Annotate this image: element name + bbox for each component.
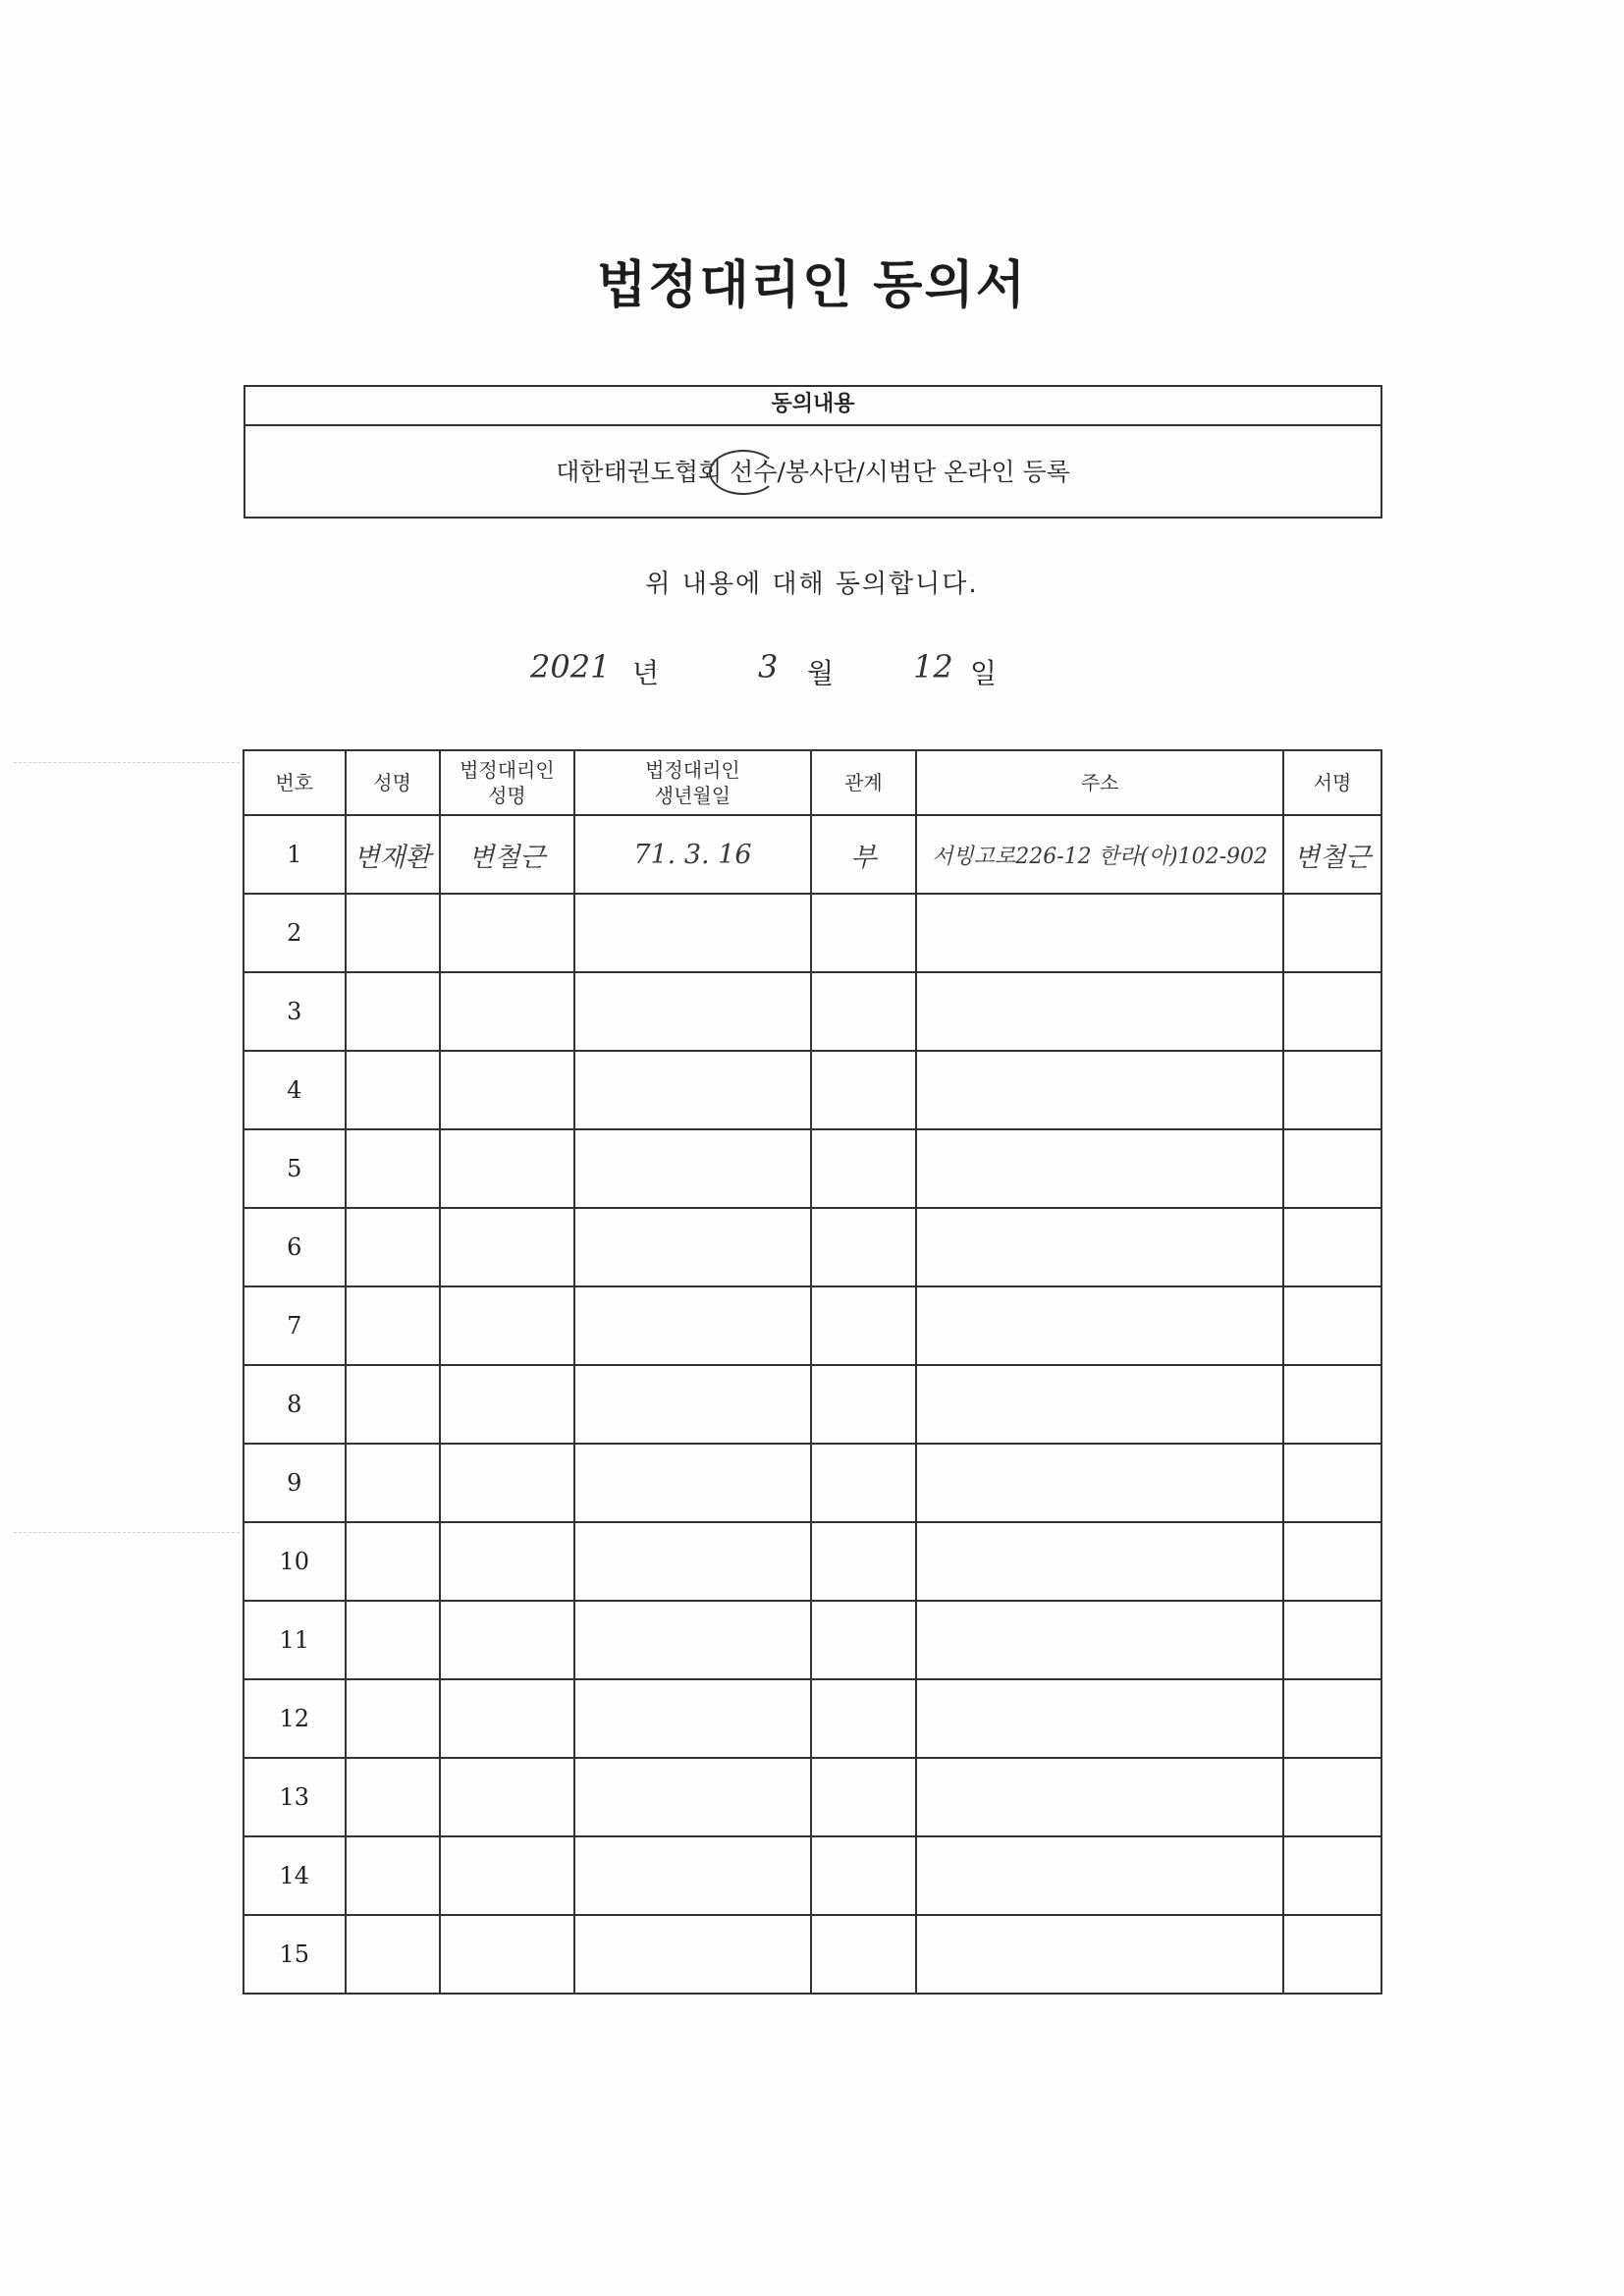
column-header-no: 번호	[244, 750, 346, 815]
address-cell	[916, 1915, 1283, 1994]
guardian-relation-cell	[811, 1522, 917, 1601]
guardian-signature-cell	[1283, 1051, 1381, 1129]
table-row	[244, 1758, 1381, 1836]
row-number-cell: 6	[244, 1208, 346, 1286]
consent-body-text: 대한태권도협회 선수/봉사단/시범단 온라인 등록	[556, 458, 1070, 486]
guardian-name-cell	[440, 1601, 575, 1679]
date-day-unit: 일	[970, 657, 998, 689]
table-row	[244, 894, 1381, 972]
column-header-guardian-birth: 법정대리인 생년월일	[574, 750, 810, 815]
date-month-unit: 월	[807, 657, 835, 689]
table-row	[244, 1444, 1381, 1522]
date-year-handwritten: 2021	[530, 648, 611, 685]
row-number-cell: 1	[244, 815, 346, 894]
row-number-cell: 12	[244, 1679, 346, 1758]
guardian-signature-cell	[1283, 1286, 1381, 1365]
guardian-relation-cell	[811, 1286, 917, 1365]
table-row	[244, 1915, 1381, 1994]
guardian-name-cell	[440, 1286, 575, 1365]
row-number-cell: 7	[244, 1286, 346, 1365]
column-header-relation: 관계	[811, 750, 917, 815]
guardian-birthdate-cell	[574, 1758, 810, 1836]
row-number-cell: 5	[244, 1129, 346, 1208]
address-cell	[916, 1286, 1283, 1365]
student-name-cell	[346, 972, 440, 1051]
table-row	[244, 1601, 1381, 1679]
address-cell	[916, 1758, 1283, 1836]
table-row	[244, 815, 1381, 894]
guardian-signature-cell	[1283, 972, 1381, 1051]
row-number-cell: 10	[244, 1522, 346, 1601]
student-name-cell	[346, 1522, 440, 1601]
guardian-signature-cell	[1283, 1679, 1381, 1758]
table-row	[244, 1286, 1381, 1365]
student-name-cell	[346, 1208, 440, 1286]
consent-header: 동의내용	[245, 387, 1380, 426]
guardian-relation-cell	[811, 1444, 917, 1522]
guardian-birthdate-cell	[574, 1051, 810, 1129]
guardian-birthdate-cell	[574, 894, 810, 972]
consent-content-box	[244, 385, 1382, 519]
guardian-relation-cell	[811, 1208, 917, 1286]
guardian-relation-cell	[811, 1129, 917, 1208]
table-row	[244, 1365, 1381, 1444]
student-name-cell	[346, 1444, 440, 1522]
address-cell	[916, 1601, 1283, 1679]
consent-body	[245, 426, 1380, 519]
table-row	[244, 972, 1381, 1051]
guardian-birthdate-cell	[574, 972, 810, 1051]
address-cell	[916, 1444, 1283, 1522]
student-name-cell	[346, 1758, 440, 1836]
student-name-cell	[346, 1051, 440, 1129]
address-cell	[916, 1679, 1283, 1758]
row-number-cell: 13	[244, 1758, 346, 1836]
guardian-signature-cell	[1283, 1758, 1381, 1836]
hand-drawn-circle-mark	[709, 450, 778, 495]
guardian-birthdate-cell	[574, 1208, 810, 1286]
row-number-cell: 11	[244, 1601, 346, 1679]
guardian-birthdate-cell	[574, 1679, 810, 1758]
guardian-relation-cell	[811, 1836, 917, 1915]
row-number-cell: 2	[244, 894, 346, 972]
guardian-birthdate-cell	[574, 1601, 810, 1679]
guardian-name-cell	[440, 1522, 575, 1601]
guardian-birthdate-cell	[574, 1365, 810, 1444]
guardian-relation-cell	[811, 1915, 917, 1994]
guardian-relation-cell	[811, 1601, 917, 1679]
guardian-relation-cell: 부	[811, 815, 917, 894]
guardian-name-cell	[440, 972, 575, 1051]
guardian-birthdate-cell	[574, 1286, 810, 1365]
row-number-cell: 3	[244, 972, 346, 1051]
row-number-cell: 14	[244, 1836, 346, 1915]
guardian-registration-table	[243, 749, 1382, 1995]
date-day-handwritten: 12	[913, 648, 953, 685]
table-row	[244, 1836, 1381, 1915]
column-header-signature: 서명	[1283, 750, 1381, 815]
table-row	[244, 1522, 1381, 1601]
scan-artifact-line	[14, 1532, 240, 1533]
guardian-name-cell	[440, 1836, 575, 1915]
guardian-birthdate-cell	[574, 1522, 810, 1601]
row-number-cell: 15	[244, 1915, 346, 1994]
student-name-cell	[346, 1365, 440, 1444]
table-row	[244, 1129, 1381, 1208]
guardian-name-cell	[440, 1365, 575, 1444]
guardian-signature-cell	[1283, 1601, 1381, 1679]
column-header-guardian-name: 법정대리인 성명	[440, 750, 575, 815]
student-name-cell	[346, 894, 440, 972]
row-number-cell: 9	[244, 1444, 346, 1522]
table-row	[244, 1051, 1381, 1129]
date-line	[0, 648, 1624, 697]
table-row	[244, 1679, 1381, 1758]
guardian-relation-cell	[811, 1758, 917, 1836]
student-name-cell	[346, 1129, 440, 1208]
student-name-cell	[346, 1601, 440, 1679]
guardian-relation-cell	[811, 972, 917, 1051]
guardian-signature-cell	[1283, 1208, 1381, 1286]
guardian-relation-cell	[811, 1365, 917, 1444]
address-cell: 서빙고로226-12 한라(아)102-902	[916, 815, 1283, 894]
guardian-signature-cell	[1283, 1915, 1381, 1994]
row-number-cell: 8	[244, 1365, 346, 1444]
address-cell	[916, 1129, 1283, 1208]
guardian-signature-cell	[1283, 894, 1381, 972]
guardian-name-cell	[440, 1758, 575, 1836]
guardian-birthdate-cell: 71. 3. 16	[574, 815, 810, 894]
address-cell	[916, 1208, 1283, 1286]
address-cell	[916, 894, 1283, 972]
student-name-cell	[346, 1679, 440, 1758]
student-name-cell	[346, 1286, 440, 1365]
document-title: 법정대리인 동의서	[597, 256, 1027, 315]
address-cell	[916, 1051, 1283, 1129]
guardian-name-cell	[440, 1915, 575, 1994]
guardian-birthdate-cell	[574, 1444, 810, 1522]
guardian-relation-cell	[811, 1679, 917, 1758]
column-header-name: 성명	[346, 750, 440, 815]
guardian-signature-cell	[1283, 1836, 1381, 1915]
guardian-birthdate-cell	[574, 1915, 810, 1994]
column-header-address: 주소	[916, 750, 1283, 815]
guardian-signature-cell	[1283, 1522, 1381, 1601]
guardian-name-cell	[440, 1051, 575, 1129]
row-number-cell: 4	[244, 1051, 346, 1129]
address-cell	[916, 1365, 1283, 1444]
guardian-relation-cell	[811, 894, 917, 972]
student-name-cell	[346, 1915, 440, 1994]
guardian-name-cell	[440, 1208, 575, 1286]
scan-artifact-line	[14, 762, 240, 763]
guardian-relation-cell	[811, 1051, 917, 1129]
address-cell	[916, 972, 1283, 1051]
guardian-name-cell	[440, 1679, 575, 1758]
guardian-name-cell	[440, 1444, 575, 1522]
address-cell	[916, 1836, 1283, 1915]
guardian-signature-cell	[1283, 1444, 1381, 1522]
table-header-row	[244, 750, 1381, 815]
student-name-cell	[346, 1836, 440, 1915]
date-month-handwritten: 3	[758, 648, 779, 685]
student-name-cell: 변재환	[346, 815, 440, 894]
guardian-signature-cell	[1283, 1365, 1381, 1444]
guardian-name-cell: 변철근	[440, 815, 575, 894]
address-cell	[916, 1522, 1283, 1601]
guardian-birthdate-cell	[574, 1836, 810, 1915]
table-body	[244, 815, 1381, 1994]
table-row	[244, 1208, 1381, 1286]
guardian-name-cell	[440, 1129, 575, 1208]
date-year-unit: 년	[632, 657, 660, 689]
guardian-signature-cell: 변철근	[1283, 815, 1381, 894]
guardian-signature-cell	[1283, 1129, 1381, 1208]
guardian-birthdate-cell	[574, 1129, 810, 1208]
agreement-statement: 위 내용에 대해 동의합니다.	[645, 570, 979, 599]
guardian-name-cell	[440, 894, 575, 972]
